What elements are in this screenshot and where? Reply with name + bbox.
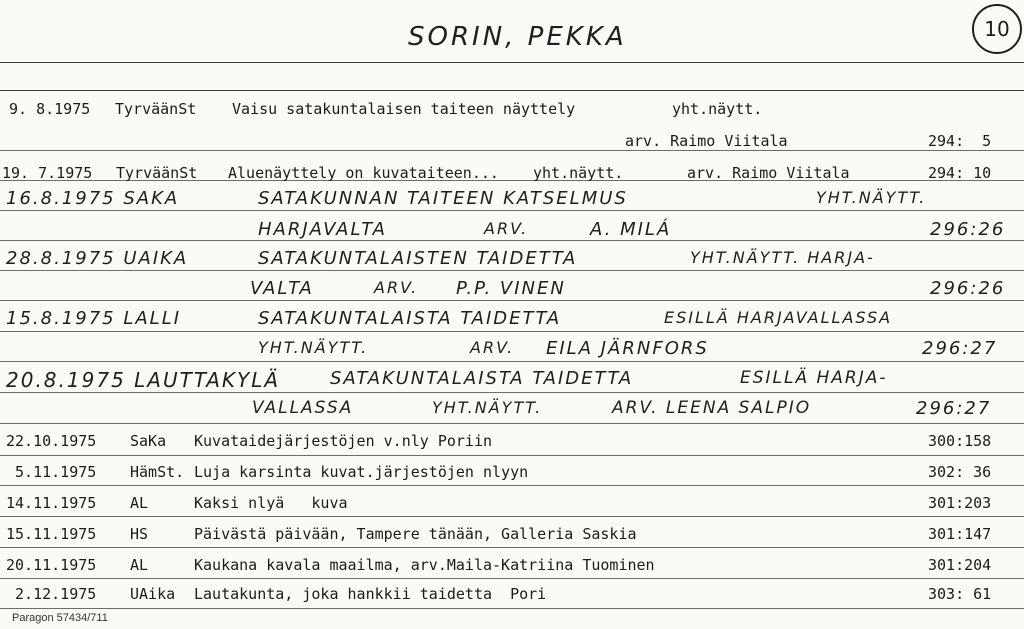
handwritten-reviewer: ARV. LEENA SALPIO [612,398,812,418]
entry-source: TyrväänSt [116,164,198,182]
rule-line [0,90,1024,91]
handwritten-type: ESILLÄ HARJA- [740,368,888,388]
card-number [972,4,1022,54]
entry-date: 22.10.1975 [6,432,97,450]
rule-line [0,485,1024,486]
entry-date: 14.11.1975 [6,494,97,512]
handwritten-ref: 296:27 [922,338,998,359]
handwritten-reviewer: A. MILÁ [590,219,672,240]
entry-source: HS [130,525,149,543]
rule-line [0,210,1024,211]
entry-date: 9. 8.1975 [9,100,91,118]
handwritten-ref: 296:27 [916,398,992,419]
entry-date: 15.11.1975 [6,525,97,543]
rule-line [0,150,1024,151]
handwritten-place: YHT.NÄYTT. [258,338,369,357]
handwritten-place: VALLASSA [252,398,354,418]
entry-reviewer: arv. Raimo Viitala [625,132,788,150]
entry-source: TyrväänSt [115,100,197,118]
entry-text: Luja karsinta kuvat.järjestöjen nlyyn [194,463,529,481]
handwritten-text: SATAKUNTALAISTA TAIDETTA [330,368,634,389]
entry-text: Lautakunta, joka hankkii taidetta Pori [194,585,547,603]
rule-line [0,608,1024,609]
entry-date: 2.12.1975 [6,585,97,603]
handwritten-type: ESILLÄ HARJAVALLASSA [664,308,893,327]
handwritten-text: SATAKUNTALAISTEN TAIDETTA [258,248,578,269]
handwritten-text: SATAKUNTALAISTA TAIDETTA [258,308,562,329]
entry-source: AL [130,494,149,512]
entry-text: Vaisu satakuntalaisen taiteen näyttely [232,100,576,118]
entry-ref: 294: 10 [928,164,992,182]
entry-date: 19. 7.1975 [2,164,93,182]
handwritten-date-source: 16.8.1975 SAKA [6,188,180,209]
entry-type: yht.näytt. [533,164,624,182]
entry-source: AL [130,556,149,574]
entry-ref: 301:204 [928,556,992,574]
handwritten-date-source: 20.8.1975 LAUTTAKYLÄ [6,368,281,392]
entry-text: Kaukana kavala maailma, arv.Maila-Katriina Tuominen [194,556,655,574]
entry-source: SaKa [130,432,167,450]
entry-ref: 300:158 [928,432,992,450]
entry-text: Kuvataidejärjestöjen v.nly Poriin [194,432,493,450]
entry-date: 20.11.1975 [6,556,97,574]
rule-line [0,240,1024,241]
handwritten-type: YHT.NÄYTT. HARJA- [690,248,875,267]
rule-line [0,455,1024,456]
handwritten-arv: ARV. [484,219,529,238]
rule-line [0,361,1024,362]
rule-line [0,392,1024,393]
rule-line [0,423,1024,424]
rule-line [0,547,1024,548]
entry-text: Kaksi nlyä kuva [194,494,348,512]
handwritten-reviewer: P.P. VINEN [456,278,566,299]
entry-reviewer: arv. Raimo Viitala [687,164,850,182]
handwritten-arv: ARV. [470,338,515,357]
rule-line [0,62,1024,63]
card-number-text: 10 [984,17,1010,41]
rule-line [0,578,1024,579]
handwritten-ref: 296:26 [930,278,1006,299]
entry-ref: 294: 5 [928,132,992,150]
entry-type: yht.näytt. [672,100,763,118]
entry-source: UAika [130,585,176,603]
handwritten-text: SATAKUNNAN TAITEEN KATSELMUS [258,188,628,209]
rule-line [0,516,1024,517]
handwritten-place: HARJAVALTA [258,219,387,240]
handwritten-date-source: 15.8.1975 LALLI [6,308,182,329]
handwritten-place: VALTA [250,278,314,299]
rule-line [0,300,1024,301]
handwritten-reviewer: EILA JÄRNFORS [546,338,709,359]
handwritten-type: YHT.NÄYTT. [816,188,927,207]
handwritten-date-source: 28.8.1975 UAIKA [6,248,189,269]
handwritten-arv: YHT.NÄYTT. [432,398,543,417]
entry-ref: 301:147 [928,525,992,543]
card-title: SORIN, PEKKA [408,22,627,52]
entry-source: HämSt. [130,463,185,481]
handwritten-arv: ARV. [374,278,419,297]
handwritten-ref: 296:26 [930,219,1006,240]
entry-text: Aluenäyttely on kuvataiteen... [228,164,499,182]
rule-line [0,270,1024,271]
entry-ref: 303: 61 [928,585,992,603]
form-number: Paragon 57434/711 [12,612,108,624]
entry-date: 5.11.1975 [6,463,97,481]
rule-line [0,331,1024,332]
entry-ref: 302: 36 [928,463,992,481]
entry-text: Päivästä päivään, Tampere tänään, Galleria Saskia [194,525,637,543]
entry-ref: 301:203 [928,494,992,512]
